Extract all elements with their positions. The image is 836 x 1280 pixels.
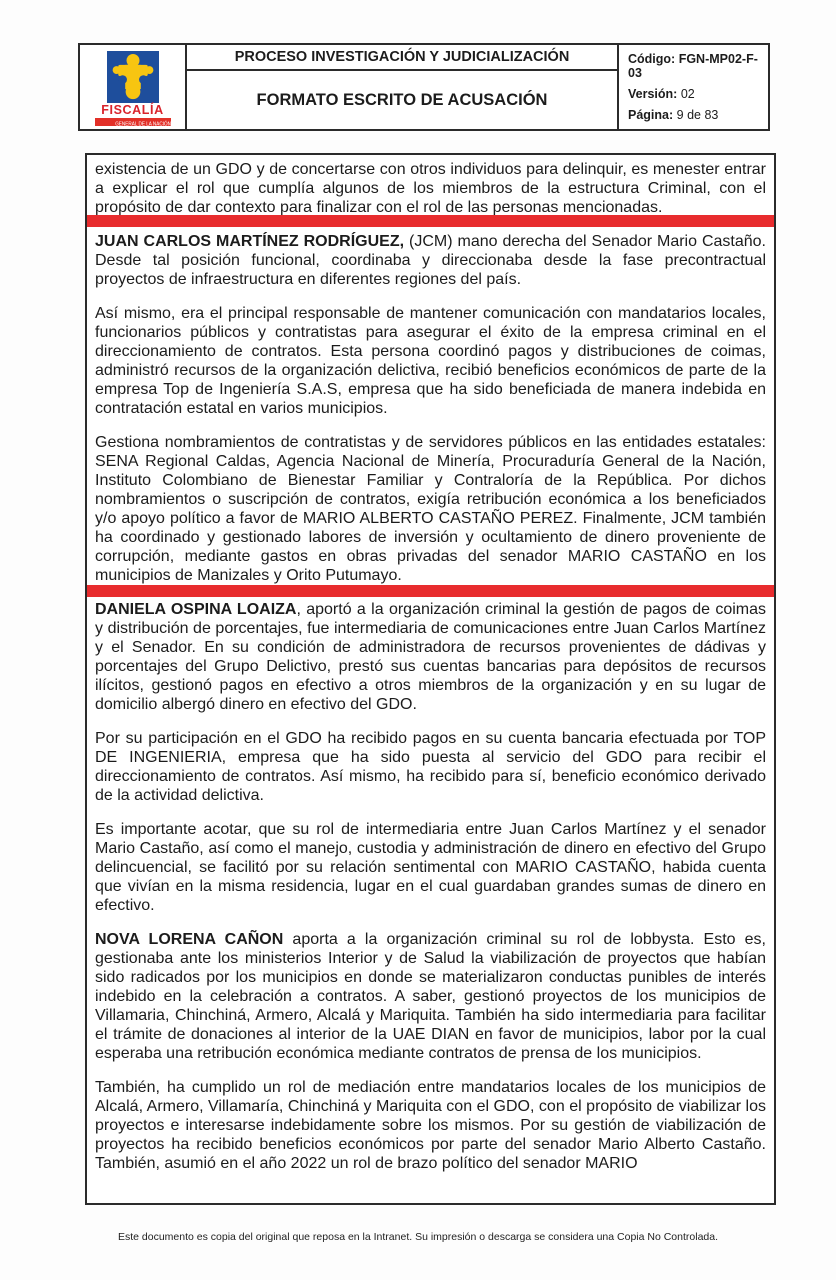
person-name-jcm: JUAN CARLOS MARTÍNEZ RODRÍGUEZ, <box>95 233 405 250</box>
header-titles <box>187 45 617 129</box>
format-title: FORMATO ESCRITO DE ACUSACIÓN <box>256 90 548 109</box>
version-line: Versión: 02 <box>628 87 695 101</box>
paragraph-daniela-2: Por su participación en el GDO ha recibido pagos en su cuenta bancaria efectuada por TOP DE INGENIERIA, empresa que ha sido puesta al servicio del GDO para recibir el direccionamiento de contratos. Así mismo, ha recibido para sí, beneficio económico derivado de la actividad delictiva. <box>95 730 766 804</box>
fiscalia-wordmark: FISCALÍA <box>101 102 164 117</box>
codigo-line: Código: FGN-MP02-F-03 <box>628 52 758 80</box>
fiscalia-logo <box>80 45 187 129</box>
controlled-copy-notice: Este documento es copia del original que reposa en la Intranet. Su impresión o descarga se considera una Copia No Controlada. <box>117 1231 719 1243</box>
person-name-daniela: DANIELA OSPINA LOAIZA <box>95 601 297 618</box>
red-highlight-box <box>95 232 766 585</box>
document-body <box>85 153 776 1205</box>
person-name-nova: NOVA LORENA CAÑON <box>95 931 284 948</box>
fiscalia-emblem-icon <box>107 51 159 103</box>
paragraph-daniela-1: DANIELA OSPINA LOAIZA, aportó a la organización criminal la gestión de pagos de coimas y distribución de porcentajes, fue intermediaria de comunicaciones entre Juan Carlos Martínez y el Senador. En su condición de administradora de recursos provenientes de dádivas y porcentajes del Grupo Delictivo, prestó sus cuentas bancarias para depósitos de recursos ilícitos, gestionó pagos en efectivo a otros miembros de la organización y en su lugar de domicilio albergó dinero en efectivo del GDO. <box>95 601 766 713</box>
paragraph-nova-2: También, ha cumplido un rol de mediación entre mandatarios locales de los municipios de Alcalá, Armero, Villamaría, Chinchiná y Mariquita con el GDO, con el propósito de viabilizar los proyectos e interesarse indebidamente sobre los mismos. Por su gestión de viabilización de proyectos ha recibido beneficios económicos por parte del senador Mario Alberto Castaño. También, asumió en el año 2022 un rol de brazo político del senador MARIO <box>95 1079 766 1172</box>
document-meta <box>617 45 768 129</box>
fiscalia-subtitle-bar: GENERAL DE LA NACIÓN <box>95 118 171 126</box>
process-title: PROCESO INVESTIGACIÓN Y JUDICIALIZACIÓN <box>187 45 617 71</box>
pagina-line: Página: 9 de 83 <box>628 108 719 122</box>
paragraph-jcm-3: Gestiona nombramientos de contratistas y de servidores públicos en las entidades estatales: SENA Regional Caldas, Agencia Nacional de Minería, Procuraduría General de la Nación, Instituto Colombiano de Bienestar Familiar y Contraloría de la República. Por dichos nombramientos o suscripción de contratos, exigía retribución económica a los beneficiados y/o apoyo político a favor de MARIO ALBERTO CASTAÑO PEREZ. Finalmente, JCM también ha coordinado y gestionado labores de inversión y ocultamiento de dinero proveniente de corrupción, mediante gastos en obras privadas del senador MARIO CASTAÑO en los municipios de Manizales y Orito Putumayo. <box>95 434 766 584</box>
paragraph-jcm-2: Así mismo, era el principal responsable de mantener comunicación con mandatarios locales, funcionarios públicos y contratistas para asegurar el éxito de la empresa criminal en el direccionamiento de contratos. Esta persona coordinó pagos y distribuciones de coimas, administró recursos de la organización delictiva, recibió beneficios económicos de parte de la empresa Top de Ingeniería S.A.S, empresa que ha sido beneficiada de manera indebida en contratación estatal en varios municipios. <box>95 305 766 417</box>
paragraph-jcm-1: JUAN CARLOS MARTÍNEZ RODRÍGUEZ, (JCM) mano derecha del Senador Mario Castaño. Desde tal posición funcional, coordinaba y direccionaba desde la fase precontractual proyectos de infraestructura en diferentes regiones del país. <box>95 233 767 288</box>
paragraph-intro: existencia de un GDO y de concertarse con otros individuos para delinquir, es menester entrar a explicar el rol que cumplía algunos de los miembros de la estructura Criminal, con el propósito de dar contexto para finalizar con el rol de las personas mencionadas. <box>95 161 766 216</box>
paragraph-daniela-3: Es importante acotar, que su rol de intermediaria entre Juan Carlos Martínez y el senador Mario Castaño, así como el manejo, custodia y administración de dinero en efectivo del Grupo delincuencial, se facilitó por su relación sentimental con MARIO CASTAÑO, habida cuenta que vivían en la misma residencia, lugar en el cual guardaban grandes sumas de dinero en efectivo. <box>95 821 766 914</box>
paragraph-nova-1: NOVA LORENA CAÑON aporta a la organización criminal su rol de lobbysta. Esto es, gestionaba ante los ministerios Interior y de Salud la viabilización de proyectos que habían sido radicados por los municipios en donde se materializaron conductas punibles de interés indebido en la celebración a contratos. A saber, gestionó proyectos de los municipios de Villamaria, Chinchiná, Armero, Alcalá y Mariquita. También ha sido intermediaria para facilitar el trámite de donaciones al interior de la UAE DIAN en favor de municipios, labor por la cual esperaba una retribución económica mediante contratos de prensa de los municipios. <box>95 931 766 1062</box>
document-header <box>78 43 770 131</box>
